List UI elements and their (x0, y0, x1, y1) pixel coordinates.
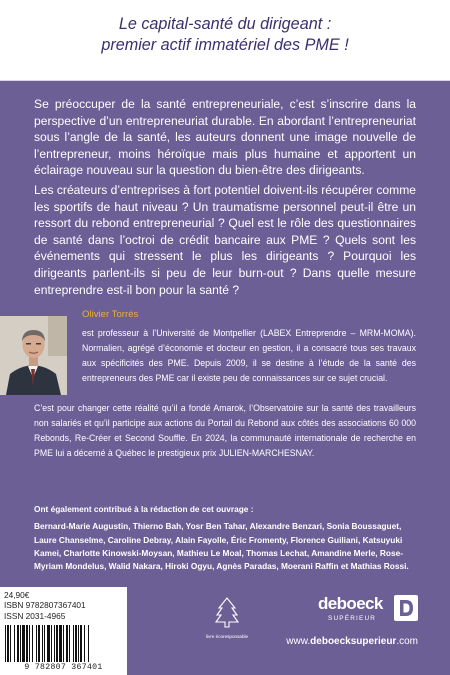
barcode-box (0, 587, 127, 675)
barcode-bar (42, 625, 43, 662)
eco-book-icon (205, 594, 249, 644)
barcode-bar (5, 625, 6, 662)
barcode-bar (80, 625, 82, 662)
publisher-subline: SUPÉRIEUR (328, 615, 377, 622)
issn-label: ISSN 2031-4965 (4, 611, 66, 621)
barcode-bar (7, 625, 9, 662)
barcode-bar (59, 625, 62, 662)
barcode-bar (69, 625, 70, 662)
barcode-bar (84, 625, 85, 662)
website-link[interactable] (286, 636, 418, 647)
publisher-wordmark: deboeck (318, 594, 383, 613)
barcode-bar (26, 625, 28, 662)
barcode-bar (14, 625, 15, 662)
barcode-bar (75, 625, 77, 662)
tagline-line-2: premier actif immatériel des PME ! (101, 36, 349, 54)
barcode-icon (3, 625, 124, 663)
author-portrait-image (0, 316, 67, 395)
barcode-bar (20, 625, 21, 662)
author-bio-part-2: C’est pour changer cette réalité qu’il a fondé Amarok, l’Observatoire sur la santé des travailleurs non salariés et qu’il participe aux actions du Portail du Rebond aux côtés des associations 60 000 Rebonds, Re-Créer et Second Souffle. En 2024, la communauté internationale de recherche en PME lui a décerné à Québec le prestigieux prix JULIEN-MARCHESNAY. (34, 403, 416, 459)
author-name: Olivier Torrès (82, 309, 139, 320)
barcode-bar (22, 625, 25, 662)
barcode-bar (32, 625, 33, 662)
barcode-digits: 9 782807 367401 (24, 663, 103, 672)
tagline-line-1: Le capital-santé du dirigeant : (118, 15, 332, 33)
website-domain: deboecksuperieur (310, 636, 397, 647)
barcode-bar (54, 625, 55, 662)
barcode-bar (38, 625, 40, 662)
barcode-bar (47, 625, 50, 662)
barcode-bar (29, 625, 30, 662)
questions-paragraph: Les créateurs d’entreprises à fort potentiel doivent-ils récupérer comme les sportifs de haut niveau ? Un traumatisme personnel peut-il être un ressort du rebond entrepreneurial ? Quel est le rôle des questionnaires de santé dans l’octroi de crédit bancaire aux PME ? Quels sont les événements qui stressent le plus les dirigeants ? Pourquoi les dirigeants parlent-ils si peu de leur burn-out ? Dans quelle mesure entreprendre est-il bon pour la santé ? (34, 183, 416, 297)
barcode-bar (44, 625, 45, 662)
tagline (34, 14, 416, 56)
barcode-bar (73, 625, 74, 662)
contributors-section (34, 503, 416, 573)
eco-label: livre écoresponsable (205, 634, 249, 639)
publisher-d-mark-icon (394, 595, 418, 621)
barcode-bar (63, 625, 64, 662)
price-label: 24,90€ (4, 590, 30, 600)
intro-paragraph: Se préoccuper de la santé entrepreneuriale, c’est s’inscrire dans la perspective d’un entrepreneuriat durable. En abordant l’entrepreneuriat sous l’angle de la santé, les auteurs donnent une image nouvelle de l’entrepreneur, moins héroïque mais plus humaine et apportent un éclairage nouveau sur la question du bien-être des dirigeants. (34, 97, 416, 178)
author-photo (0, 316, 67, 395)
publisher-logo (318, 594, 418, 628)
author-bio-part-1: est professeur à l’Université de Montpellier (LABEX Entreprendre – MRM-MOMA). Normalien, agrégé d’économie et docteur en gestion, il a consacré tous ses travaux aux spécificités des PME. Depuis 2009, il se destine à l’étude de la santé des entrepreneurs des PME car il existe peu de connaissances sur ce sujet crucial. (82, 328, 416, 384)
website-prefix: www. (286, 636, 311, 647)
website-suffix: .com (396, 636, 418, 647)
contributors-names: Bernard-Marie Augustin, Thierno Bah, Yosr Ben Tahar, Alexandre Benzari, Sonia Boussaguet, Laure Chanselme, Caroline Debray, Alain Fayolle, Éric Fromenty, Florence Guiliani, Katsuyuki Kamei, Charlotte Kinowski-Moysan, Mathieu Le Moal, Thomas Lechat, Amandine Merle, Rose-Myriam Mondelus, Walid Nakara, Hiroki Ogyu, Agnès Paradas, Moerani Raffin et Mathias Rossi. (34, 521, 409, 572)
barcode-bar (17, 625, 19, 662)
barcode-bar (56, 625, 58, 662)
barcode-bar (66, 625, 68, 662)
isbn-label: ISBN 9782807367401 (4, 600, 86, 610)
header-box (0, 0, 450, 81)
barcode-bar (78, 625, 79, 662)
barcode-bar (88, 625, 89, 662)
barcode-bar (10, 625, 11, 662)
barcode-bar (36, 625, 37, 662)
contributors-intro: Ont également contribué à la rédaction de cet ouvrage : (34, 504, 254, 514)
barcode-bar (51, 625, 52, 662)
